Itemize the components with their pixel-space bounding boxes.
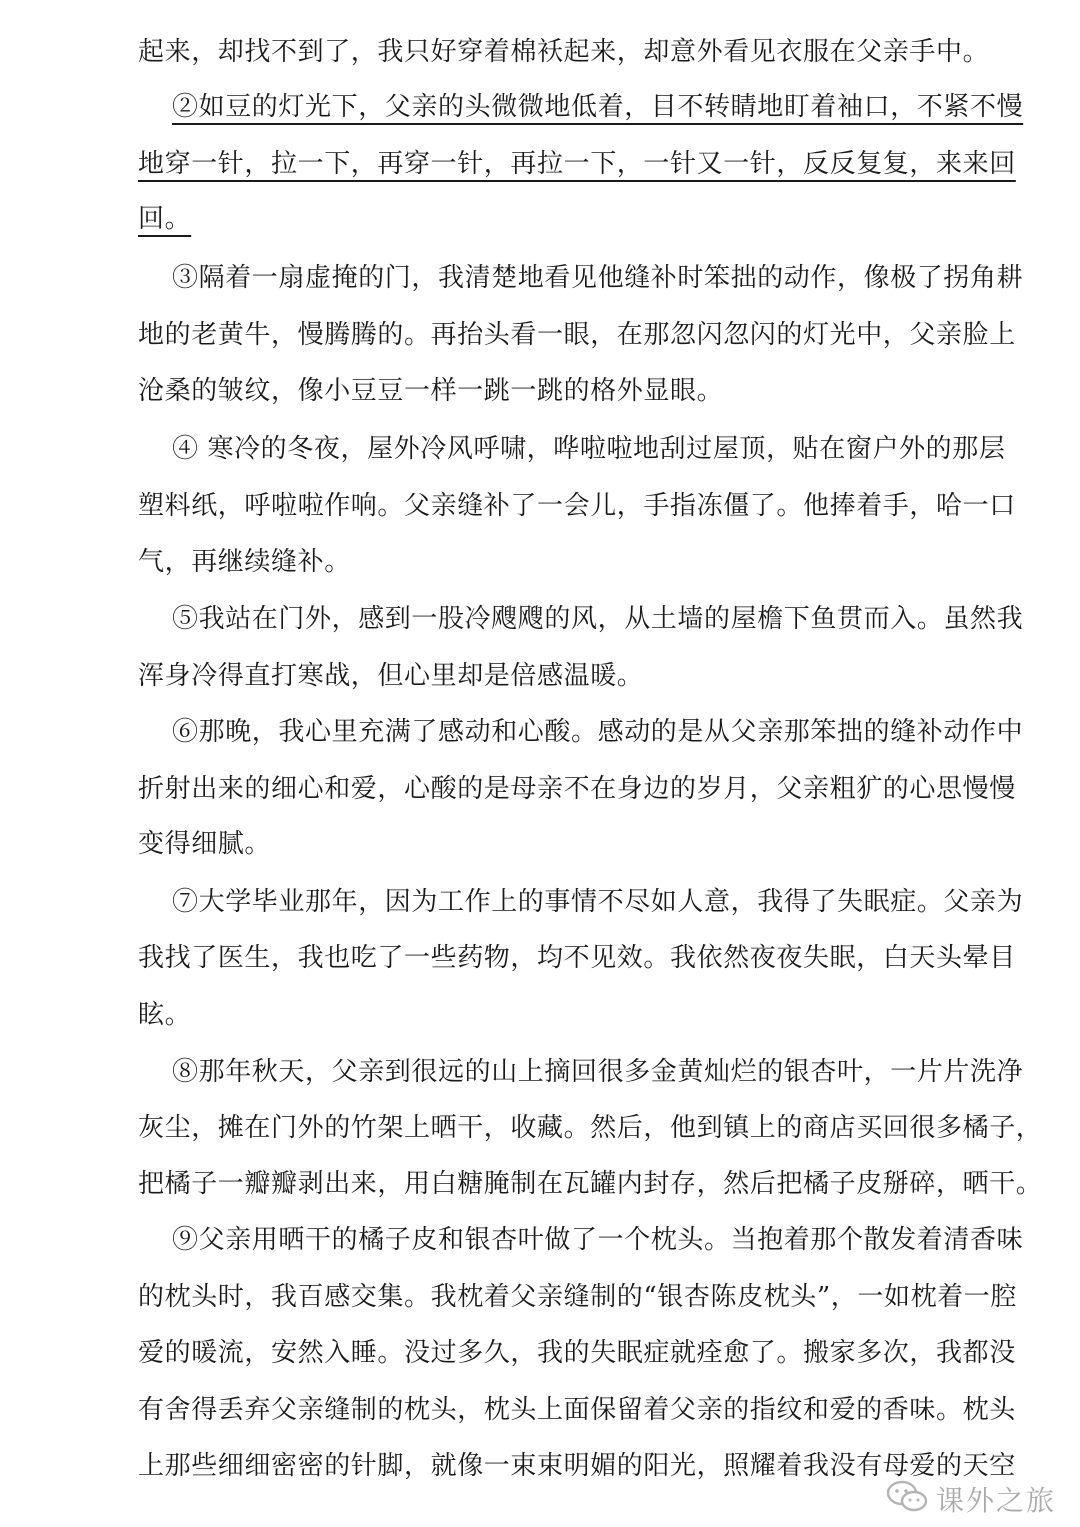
text-line: ⑧那年秋天，父亲到很远的山上摘回很多金黄灿烂的银杏叶，一片片洗净: [172, 1057, 1024, 1087]
text-line: 塑料纸，呼啦啦作响。父亲缝补了一会儿，手指冻僵了。他捧着手，哈一口: [138, 491, 1016, 521]
text-line: 折射出来的细心和爱，心酸的是母亲不在身边的岁月，父亲粗犷的心思慢慢: [138, 774, 1016, 804]
text-line: 沧桑的皱纹，像小豆豆一样一跳一跳的格外显眼。: [138, 376, 724, 406]
text-line: 眩。: [138, 1000, 192, 1030]
underlined-text: ②如豆的灯光下，父亲的头微微地低着，目不转睛地盯着袖口，不紧不慢: [172, 92, 1024, 122]
text-line: 我找了医生，我也吃了一些药物，均不见效。我依然夜夜失眠，白天头晕目: [138, 943, 1016, 973]
text-line: 浑身冷得直打寒战，但心里却是倍感温暖。: [138, 661, 644, 691]
watermark-text: 课外之旅: [935, 1484, 1056, 1517]
text-line: 起来，却找不到了，我只好穿着棉袄起来，却意外看见衣服在父亲手中。: [138, 37, 990, 67]
text-line-underlined: [138, 202, 191, 236]
watermark: [886, 1477, 1056, 1521]
text-line: ⑥那晚，我心里充满了感动和心酸。感动的是从父亲那笨拙的缝补动作中: [172, 717, 1024, 747]
text-line: 的枕头时，我百感交集。我枕着父亲缝制的“银杏陈皮枕头”，一如枕着一腔: [138, 1282, 1017, 1312]
text-line: 变得细腻。: [138, 829, 272, 859]
text-line: 爱的暖流，安然入睡。没过多久，我的失眠症就痊愈了。搬家多次，我都没: [138, 1338, 1016, 1368]
underlined-text: 回。: [138, 204, 192, 234]
text-line: 上那些细细密密的针脚，就像一束束明媚的阳光，照耀着我没有母爱的天空: [138, 1451, 1016, 1481]
text-line: 把橘子一瓣瓣剥出来，用白糖腌制在瓦罐内封存，然后把橘子皮掰碎，晒干。: [138, 1169, 1043, 1199]
wechat-logo-icon: [886, 1479, 928, 1519]
text-line: 气，再继续缝补。: [138, 547, 351, 577]
text-line: ⑨父亲用晒干的橘子皮和银杏叶做了一个枕头。当抱着那个散发着清香味: [172, 1225, 1024, 1255]
text-line: ⑦大学毕业那年，因为工作上的事情不尽如人意，我得了失眠症。父亲为: [172, 887, 1024, 917]
text-line-underlined: [172, 90, 1023, 124]
underlined-text: 地穿一针，拉一下，再穿一针，再拉一下，一针又一针，反反复复，来来回: [138, 149, 1016, 179]
text-line: 有舍得丢弃父亲缝制的枕头，枕头上面保留着父亲的指纹和爱的香味。枕头: [138, 1395, 1016, 1425]
text-line: ④ 寒冷的冬夜，屋外冷风呼啸，哗啦啦地刮过屋顶，贴在窗户外的那层: [172, 434, 1006, 464]
text-line-underlined: [138, 147, 1016, 181]
text-line: ⑤我站在门外，感到一股冷飕飕的风，从土墙的屋檐下鱼贯而入。虽然我: [172, 604, 1024, 634]
text-line: 灰尘，摊在门外的竹架上晒干，收藏。然后，他到镇上的商店买回很多橘子，: [138, 1113, 1043, 1143]
text-line: ③隔着一扇虚掩的门，我清楚地看见他缝补时笨拙的动作，像极了拐角耕: [172, 263, 1024, 293]
text-line: 地的老黄牛，慢腾腾的。再抬头看一眼，在那忽闪忽闪的灯光中，父亲脸上: [138, 320, 1016, 350]
